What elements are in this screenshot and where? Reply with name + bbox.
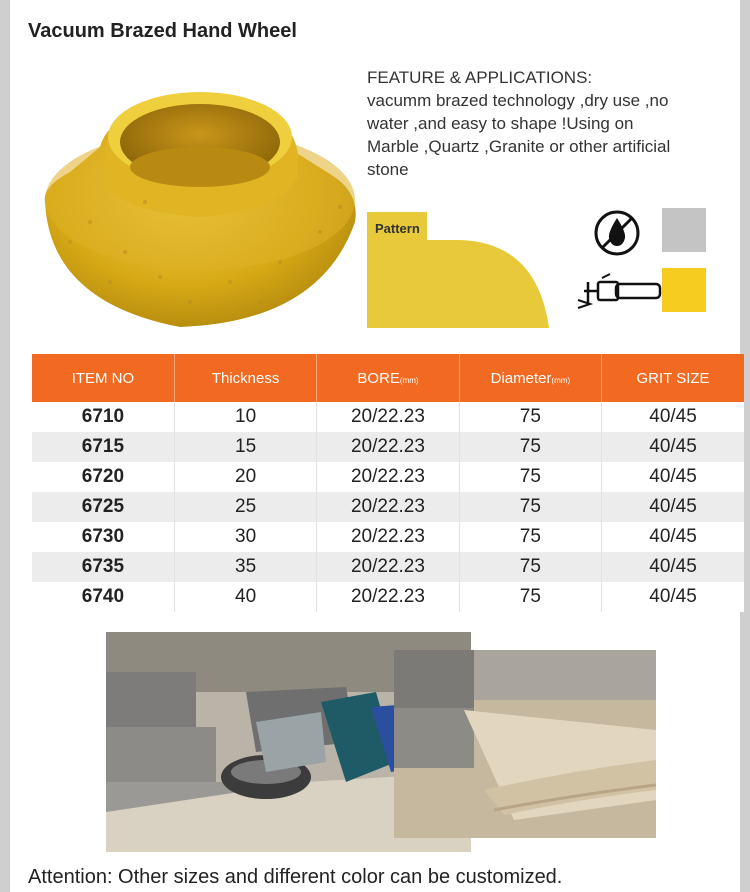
table-cell: 6725 xyxy=(32,492,174,522)
table-cell: 40/45 xyxy=(602,552,744,582)
table-row xyxy=(32,522,744,552)
table-cell: 75 xyxy=(459,462,601,492)
no-water-icon xyxy=(592,208,642,258)
table-cell: 75 xyxy=(459,552,601,582)
table-cell: 75 xyxy=(459,402,601,432)
table-cell: 6740 xyxy=(32,582,174,612)
table-cell: 40/45 xyxy=(602,462,744,492)
angle-grinder-icon xyxy=(576,270,666,312)
finished-edge-photo xyxy=(394,650,656,838)
table-cell: 20/22.23 xyxy=(317,582,459,612)
table-cell: 20/22.23 xyxy=(317,462,459,492)
table-cell: 40/45 xyxy=(602,522,744,552)
product-sheet xyxy=(10,0,740,892)
table-cell: 35 xyxy=(174,552,316,582)
table-cell: 6710 xyxy=(32,402,174,432)
column-header: BORE(mm) xyxy=(317,354,459,402)
table-row xyxy=(32,582,744,612)
table-row xyxy=(32,462,744,492)
features-line: vacumm brazed technology ,dry use ,no xyxy=(367,91,669,110)
features-line: Marble ,Quartz ,Granite or other artificial xyxy=(367,137,671,156)
table-cell: 15 xyxy=(174,432,316,462)
table-cell: 10 xyxy=(174,402,316,432)
table-cell: 40/45 xyxy=(602,402,744,432)
table-row xyxy=(32,492,744,522)
table-cell: 6715 xyxy=(32,432,174,462)
table-row xyxy=(32,402,744,432)
pattern-label: Pattern xyxy=(375,221,420,236)
table-cell: 25 xyxy=(174,492,316,522)
table-cell: 75 xyxy=(459,432,601,462)
table-cell: 40/45 xyxy=(602,582,744,612)
table-cell: 6735 xyxy=(32,552,174,582)
table-cell: 75 xyxy=(459,522,601,552)
table-row xyxy=(32,552,744,582)
table-cell: 20/22.23 xyxy=(317,402,459,432)
column-header: GRIT SIZE xyxy=(602,354,744,402)
customization-note: Attention: Other sizes and different color can be customized. xyxy=(28,866,563,888)
table-cell: 75 xyxy=(459,492,601,522)
spec-table xyxy=(32,354,744,612)
table-cell: 40/45 xyxy=(602,432,744,462)
table-cell: 40 xyxy=(174,582,316,612)
hand-wheel-image xyxy=(30,82,370,337)
swatch-gray xyxy=(662,208,706,252)
table-header-row xyxy=(32,354,744,402)
table-cell: 6730 xyxy=(32,522,174,552)
table-cell: 20/22.23 xyxy=(317,552,459,582)
column-header: Thickness xyxy=(174,354,316,402)
column-header: ITEM NO xyxy=(32,354,174,402)
table-cell: 20/22.23 xyxy=(317,432,459,462)
feature-applications xyxy=(367,66,737,181)
features-line: stone xyxy=(367,160,409,179)
table-cell: 75 xyxy=(459,582,601,612)
table-cell: 30 xyxy=(174,522,316,552)
table-cell: 20/22.23 xyxy=(317,492,459,522)
table-cell: 20 xyxy=(174,462,316,492)
page-title: Vacuum Brazed Hand Wheel xyxy=(28,20,297,42)
table-cell: 6720 xyxy=(32,462,174,492)
features-line: water ,and easy to shape !Using on xyxy=(367,114,634,133)
table-cell: 20/22.23 xyxy=(317,522,459,552)
features-heading: FEATURE & APPLICATIONS: xyxy=(367,68,593,87)
swatch-yellow xyxy=(662,268,706,312)
table-cell: 40/45 xyxy=(602,492,744,522)
column-header: Diameter(mm) xyxy=(459,354,601,402)
table-row xyxy=(32,432,744,462)
